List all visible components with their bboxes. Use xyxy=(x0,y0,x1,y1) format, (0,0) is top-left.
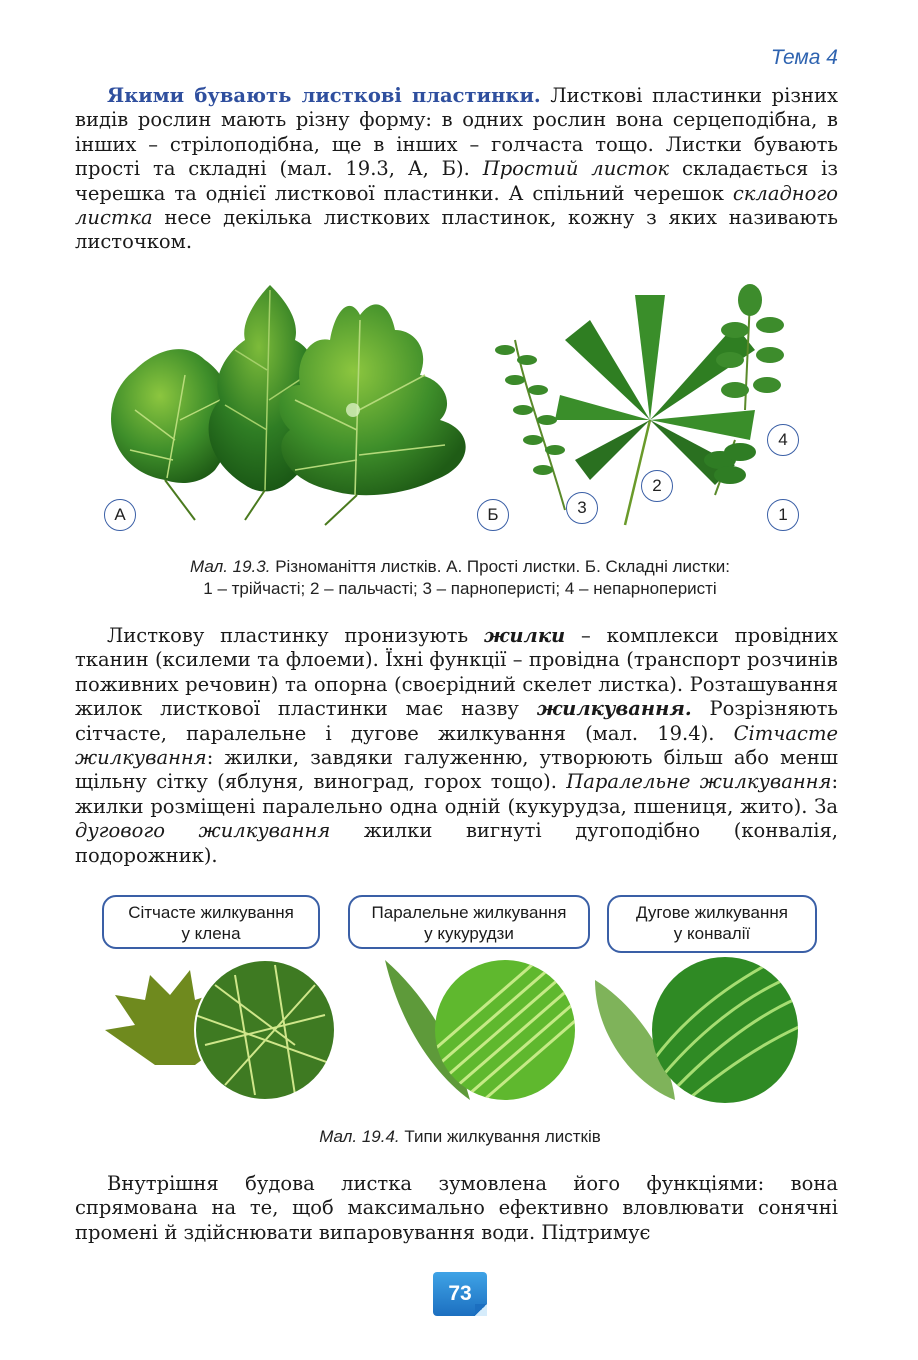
parallel-venation-closeup xyxy=(405,955,605,1105)
paragraph-venation xyxy=(75,624,838,868)
label-1-badge: 1 xyxy=(767,499,799,531)
venation-illustration xyxy=(95,955,825,1105)
netted-venation-label xyxy=(102,895,320,949)
page-number-badge: 73 xyxy=(433,1272,487,1316)
bubble-line: Паралельне жилкування xyxy=(371,903,567,922)
bubble-line: Дугове жилкування xyxy=(636,903,788,922)
label-2-badge: 2 xyxy=(641,470,673,502)
caption-title: Мал. 19.3. xyxy=(190,557,271,576)
maple-leaf xyxy=(279,304,466,525)
text-run: Розрізняють сітчасте, паралельне і дугове жилкування (мал. 19.4). xyxy=(75,697,838,745)
text-run: жилки вигнуті дугоподібно (конвалія, подорожник). xyxy=(75,819,838,867)
caption-title: Мал. 19.4. xyxy=(319,1127,400,1146)
italic-term: Простий листок xyxy=(482,157,670,181)
caption-text: Різноманіття листків. А. Прості листки. Б. Складні листки: xyxy=(270,557,730,576)
text-run: : жилки, завдяки галуженню, утворюють більш або менш щільну сітку (яблуня, виноград, горох тощо). xyxy=(75,746,838,794)
caption-text: Типи жилкування листків xyxy=(399,1127,601,1146)
text-run: несе декілька листкових пластинок, кожну з яких називають листочком. xyxy=(75,206,838,254)
trifoliate-leaf xyxy=(704,440,756,495)
text-run: Листкову пластинку пронизують xyxy=(107,624,484,647)
label-3-badge: 3 xyxy=(566,492,598,524)
figure-19-4-caption xyxy=(60,1126,860,1148)
italic-term: складного листка xyxy=(75,181,838,230)
bubble-line: у конвалії xyxy=(673,924,751,943)
label-a-badge: А xyxy=(104,499,136,531)
parallel-venation-label xyxy=(348,895,590,949)
bold-italic-term: жилкування. xyxy=(536,697,692,721)
bubble-line: у кукурудзи xyxy=(424,924,514,943)
leaves-illustration xyxy=(95,280,815,530)
bubble-line: у клена xyxy=(181,924,241,943)
figure-19-3-caption xyxy=(60,556,860,600)
text-run: складається із черешка та однієї листкової пластинки. А спільний черешок xyxy=(75,157,838,205)
label-b-badge: Б xyxy=(477,499,509,531)
text-run: – комплекси провідних тканин (ксилеми та флоеми). Їхні функції – провідна (транспорт розчинів поживних речовин) та опорна (своєрідний скелет листка). Розташування жилок листкової пластинки має назву xyxy=(75,624,839,721)
arcuate-venation-closeup xyxy=(650,955,815,1105)
caption-text: 1 – трійчасті; 2 – пальчасті; 3 – парноперисті; 4 – непарноперисті xyxy=(203,579,717,598)
text-run: Листкові пластинки різних видів рослин мають різну форму: в одних рослин вона серцеподібна, в інших – стрілоподібна, ще в інших – голчаста тощо. Листки бувають прості та складні (мал. 19.3, А, Б). xyxy=(75,84,838,181)
italic-term: дугового жилкування xyxy=(75,819,331,843)
label-4-badge: 4 xyxy=(767,424,799,456)
text-run: : жилки розміщені паралельно одна одній (кукурудза, пшениця, жито). За xyxy=(75,770,839,818)
bold-italic-term: жилки xyxy=(483,624,566,647)
paragraph-leaf-blades xyxy=(75,84,838,255)
bubble-line: Сітчасте жилкування xyxy=(128,903,294,922)
topic-label: Тема 4 xyxy=(770,46,838,69)
arcuate-venation-label xyxy=(607,895,817,953)
italic-term: Сітчасте жилкування xyxy=(75,721,838,770)
paragraph-internal-structure: Внутрішня будова листка зумовлена його функціями: вона спрямована на те, щоб максимально ефективно вловлювати сонячні промені й здійснювати випаровування води. Підтримує xyxy=(75,1172,838,1244)
italic-term: Паралельне жилкування xyxy=(566,770,832,794)
section-heading: Якими бувають листкові пластинки. xyxy=(107,84,541,107)
netted-venation-closeup xyxy=(190,955,340,1105)
pinnate-leaf xyxy=(495,340,565,510)
